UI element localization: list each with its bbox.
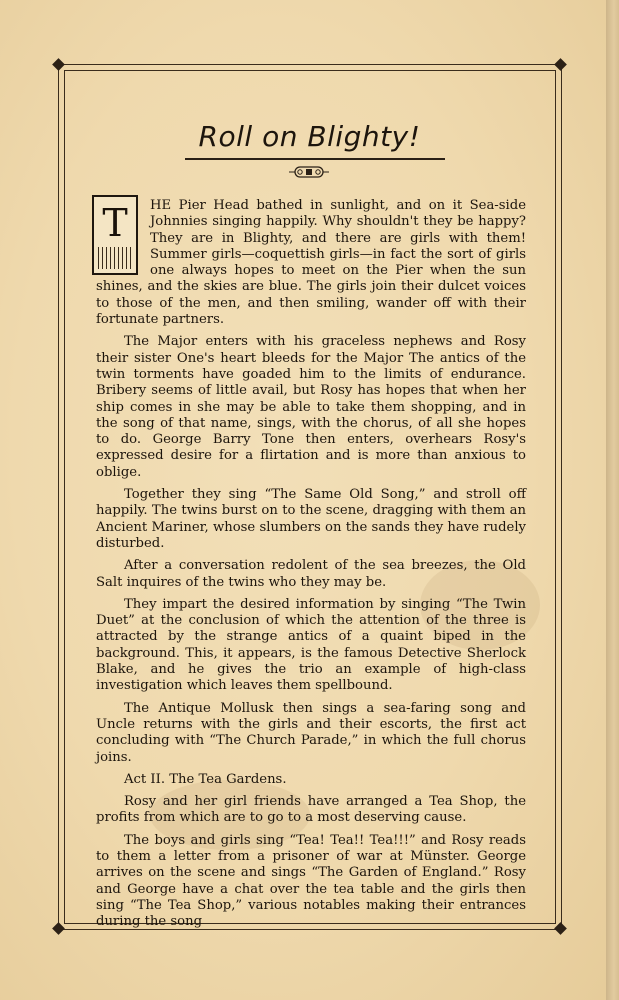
- synopsis-text: [96, 198, 526, 936]
- paragraph: The Antique Mollusk then sings a sea-faring song and Uncle returns with the girls and their escorts, the first act concluding with “The Church Parade,” in which the full chorus joins.: [96, 700, 526, 765]
- paragraph: Together they sing “The Same Old Song,” and stroll off happily. The twins burst on to the scene, dragging with them an Ancient Mariner, whose slumbers on the sands they have rudely disturbed.: [96, 487, 526, 551]
- paragraph: The Major enters with his graceless nephews and Rosy their sister One's heart bleeds for the Major The antics of the twin torments have goaded him to the limits of endurance. Bribery seems of little avail, but Rosy has hopes that when her ship comes in she may be able to take them shopping, and in the song of that name, sings, with the chorus, of all she hopes to do. George Barry Tone then enters, overhears Rosy's expressed desire for a flirtation and is more than anxious to oblige.: [96, 334, 526, 480]
- paragraph: After a conversation redolent of the sea breezes, the Old Salt inquires of the twins who they may be.: [96, 558, 526, 590]
- paragraph: The boys and girls sing “Tea! Tea!! Tea!!!” and Rosy reads to them a letter from a prisoner of war at Münster. George arrives on the scene and sings “The Garden of England.” Rosy and George have a chat over the tea table and the girls then sing “The Tea Shop,” various notables making their entrances during the song: [96, 832, 526, 930]
- paragraph: Rosy and her girl friends have arranged a Tea Shop, the profits from which are to go to a most deserving cause.: [96, 794, 526, 826]
- page-title: Roll on Blighty!: [198, 120, 421, 153]
- title-underline: [185, 158, 445, 160]
- paragraph: They impart the desired information by singing “The Twin Duet” at the conclusion of which the attention of the three is attracted by the strange antics of a quaint biped in the background. This, it appears, is the famous Detective Sherlock Blake, and he gives the trio an example of high-class investigation which leaves them spellbound.: [96, 596, 526, 694]
- scroll-ornament-icon: [289, 164, 329, 180]
- drop-cap-letter: T: [102, 201, 128, 245]
- act-heading: Act II. The Tea Gardens.: [124, 771, 287, 787]
- paragraph: HE Pier Head bathed in sunlight, and on it Sea-side Johnnies singing happily. Why shouldn't they be happy? They are in Blighty, and there are girls with them! Summer girls—coquettish girls—in fact the sort of girls one always hopes to meet on the Pier when the sun shines, and the skies are blue. The girls join their dulcet voices to those of the men, and then smiling, wander off with their fortunate partners.: [96, 198, 526, 328]
